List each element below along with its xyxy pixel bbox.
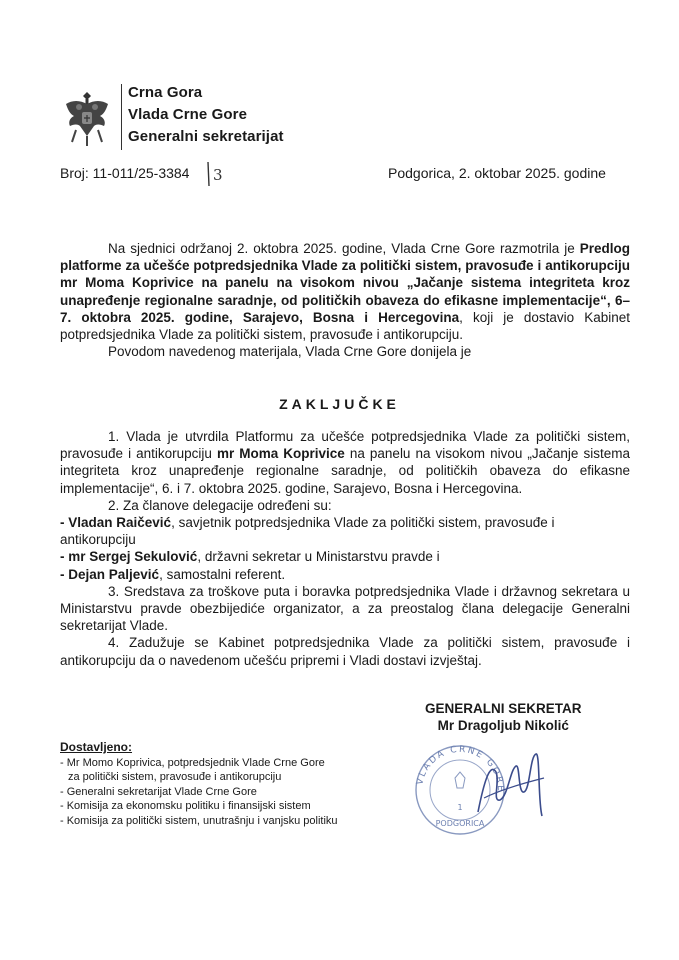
stamp-number: 1 [457,803,463,812]
letterhead [128,82,284,148]
delegation-member [60,548,630,565]
reference-number: Broj: 11-011/25-3384 [60,165,190,181]
intro-paragraph-2: Povodom navedenog materijala, Vlada Crne Gore donijela je [108,344,472,360]
signatory-name: Mr Dragoljub Nikolić [437,718,569,733]
delegation-member [60,514,630,548]
conclusion-1 [60,428,630,497]
distribution-item: - Komisija za politički sistem, unutrašnju i vanjsku politiku [60,814,338,827]
stamp-arc-text: VLADA CRNE GORE [415,744,506,793]
handwritten-suffix [205,160,227,188]
member-role: , savjetnik potpredsjednika Vlade za politički sistem, pravosuđe i antikorupciju [60,515,555,548]
date-place: Podgorica, 2. oktobar 2025. godine [388,165,606,181]
section-heading: ZAKLJUČKE [279,396,400,412]
conclusions-section [60,428,630,669]
distribution-title: Dostavljeno: [60,740,133,754]
intro-text-bold: Predlog platforme za učešće potpredsjednika Vlade za politički sistem, pravosuđe i antikorupciju mr Moma Koprivice na panelu na visokom nivou „Jačanje sistema integriteta kroz unapređenje regionalne saradnje, od političkih obaveza do efikasne implementacije“, 6–7. oktobra 2025. godine, Sarajevo, Bosna i Hercegovina [60,241,630,325]
intro-paragraph [60,240,630,343]
office-name: Generalni sekretarijat [128,128,284,145]
member-name: - Vladan Raičević [60,515,172,531]
member-role: , samostalni referent. [159,566,286,582]
header-divider [121,84,122,150]
member-name: - Dejan Paljević [60,566,160,582]
handwritten-suffix-text: 3 [213,166,223,184]
member-name: - mr Sergej Sekulović [60,549,198,565]
conclusion-2: 2. Za članove delegacije određeni su: [108,497,332,513]
distribution-item: - Komisija za ekonomsku politiku i finansijski sistem [60,800,311,813]
conclusion-3: 3. Sredstava za troškove puta i boravka potpredsjednika Vlade i državnog sekretara u Ministarstvu pravde obezbijediće organizator, a za preostalog člana delegacije Generalni sekretarijat Vlade. [60,583,630,634]
handwritten-signature [470,742,550,828]
intro-section [60,240,630,360]
country-name: Crna Gora [128,84,203,101]
intro-text-b: , koji je dostavio Kabinet potpredsjednika Vlade za politički sistem, pravosuđe i antikorupciju. [60,309,630,343]
distribution-item: za politički sistem, pravosuđe i antikorupciju [68,771,282,784]
member-role: , državni sekretar u Ministarstvu pravde i [197,549,440,565]
government-name: Vlada Crne Gore [128,106,248,123]
coat-of-arms-icon [62,90,112,148]
conclusion-4: 4. Zadužuje se Kabinet potpredsjednika Vlade za politički sistem, pravosuđe i antikorupciju da o navedenom učešću pripremi i Vladi dostavi izvještaj. [60,635,630,668]
signatory-title: GENERALNI SEKRETAR [425,701,582,716]
distribution-item: - Mr Momo Koprivica, potpredsjednik Vlade Crne Gore [60,756,325,769]
distribution-item: - Generalni sekretarijat Vlade Crne Gore [60,785,257,798]
delegation-member [60,566,630,583]
signature-block [425,700,582,734]
intro-text-a: Na sjednici održanoj 2. oktobra 2025. godine, Vlada Crne Gore razmotrila je [108,241,580,256]
conclusion-1-text-b: na panelu na visokom nivou „Jačanje sistema integriteta kroz unapređenje regionalne saradnje, od političkih obaveza do efikasne implementacije“, 6. i 7. oktobra 2025. godine, Sarajevo, Bosna i Hercegovina. [60,446,630,496]
conclusion-1-bold: mr Moma Koprivice [216,446,345,462]
distribution-list [60,740,338,829]
conclusion-1-text-a: 1. Vlada je utvrdila Platformu za učešće potpredsjednika Vlade za politički sistem, pravosuđe i antikorupciju [60,429,630,462]
stamp-city: PODGORICA [435,819,485,828]
